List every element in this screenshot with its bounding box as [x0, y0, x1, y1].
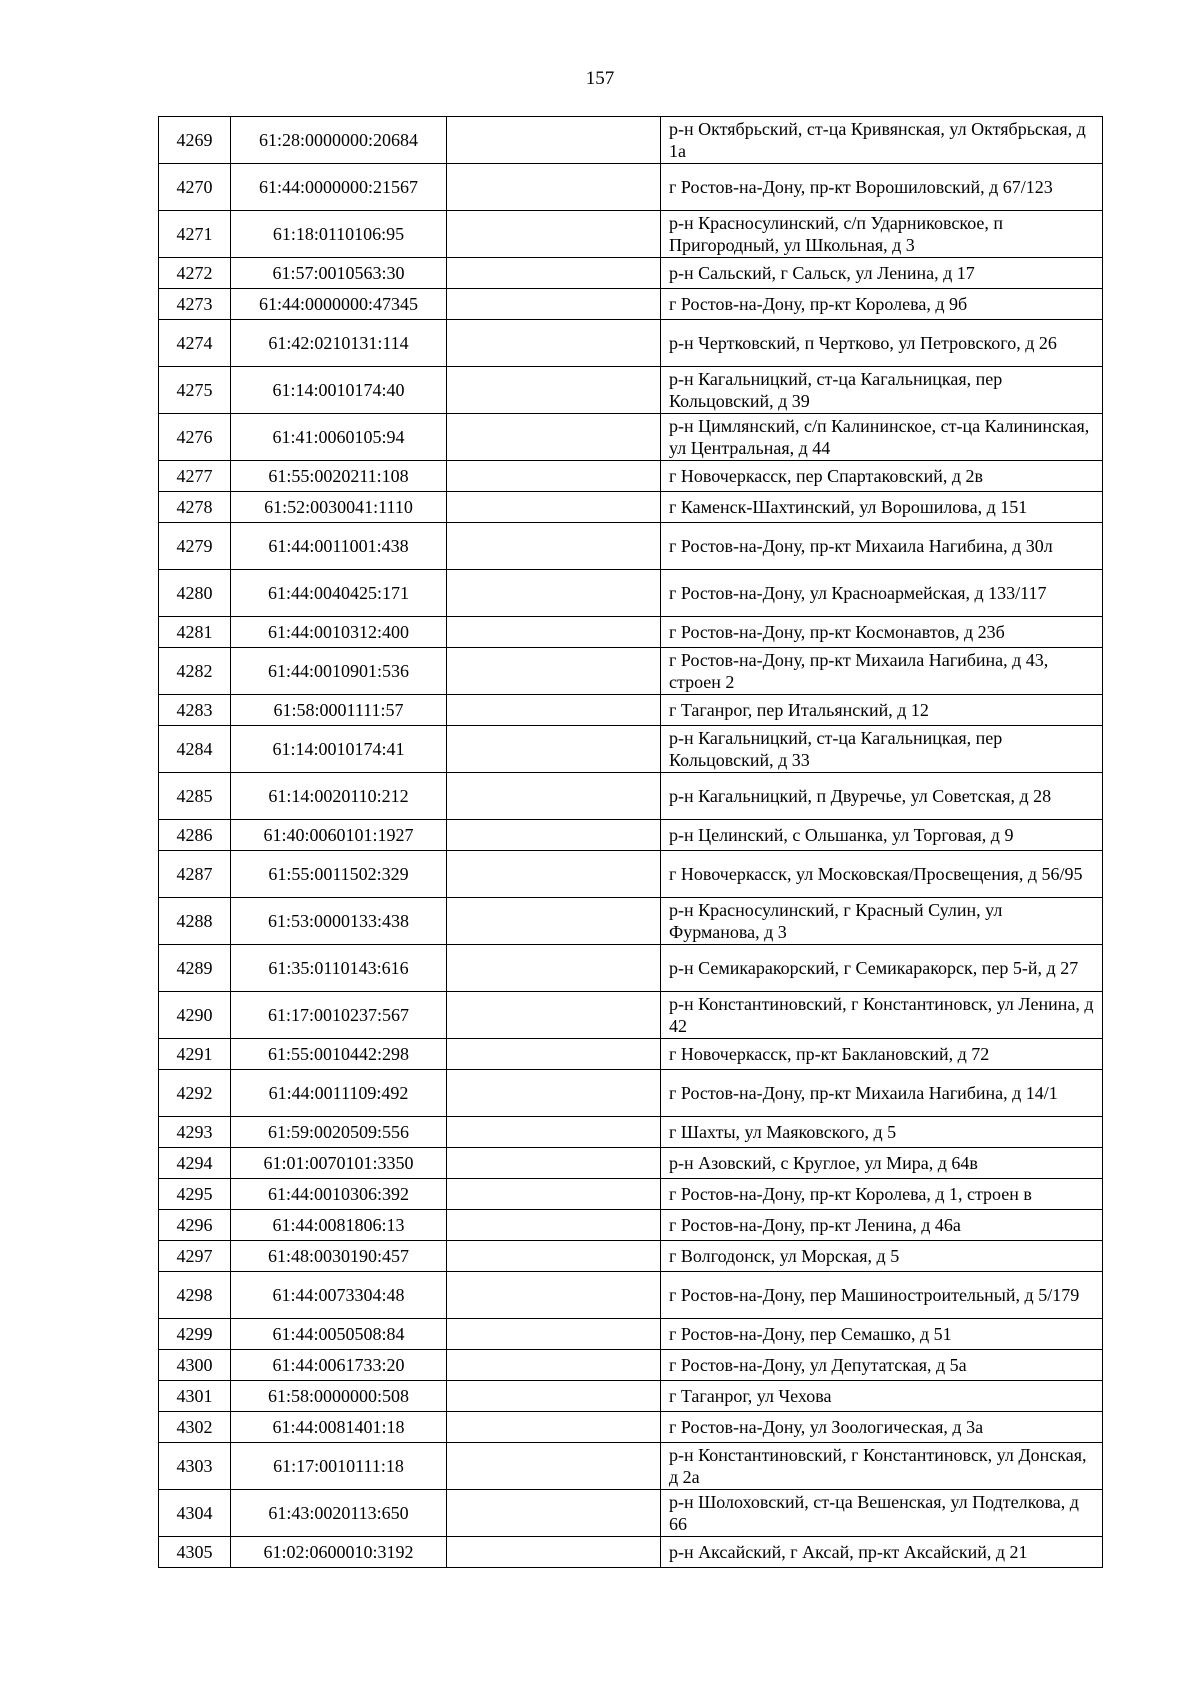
address: р-н Шолоховский, ст-ца Вешенская, ул Подтелкова, д 66 [661, 1490, 1103, 1537]
cadastral-number: 61:14:0010174:40 [231, 367, 447, 414]
cadastral-number: 61:44:0050508:84 [231, 1319, 447, 1350]
table-row [159, 117, 1103, 164]
empty-cell [447, 1537, 661, 1568]
row-number: 4290 [159, 992, 231, 1039]
cadastral-number: 61:52:0030041:1110 [231, 492, 447, 523]
row-number: 4276 [159, 414, 231, 461]
row-number: 4297 [159, 1241, 231, 1272]
address: г Ростов-на-Дону, пр-кт Михаила Нагибина, д 43, строен 2 [661, 648, 1103, 695]
address: р-н Азовский, с Круглое, ул Мира, д 64в [661, 1148, 1103, 1179]
address: г Ростов-на-Дону, пр-кт Королева, д 1, строен в [661, 1179, 1103, 1210]
table-row [159, 461, 1103, 492]
cadastral-number: 61:35:0110143:616 [231, 945, 447, 992]
table-row [159, 773, 1103, 820]
row-number: 4287 [159, 851, 231, 898]
row-number: 4296 [159, 1210, 231, 1241]
table-row [159, 1210, 1103, 1241]
registry-table-body [159, 117, 1103, 1568]
empty-cell [447, 289, 661, 320]
cadastral-number: 61:44:0000000:47345 [231, 289, 447, 320]
address: г Новочеркасск, пер Спартаковский, д 2в [661, 461, 1103, 492]
address: р-н Кагальницкий, п Двуречье, ул Советская, д 28 [661, 773, 1103, 820]
table-row [159, 1039, 1103, 1070]
empty-cell [447, 945, 661, 992]
table-row [159, 1272, 1103, 1319]
address: г Новочеркасск, пр-кт Баклановский, д 72 [661, 1039, 1103, 1070]
table-row [159, 1117, 1103, 1148]
cadastral-number: 61:58:0000000:508 [231, 1381, 447, 1412]
empty-cell [447, 570, 661, 617]
address: г Волгодонск, ул Морская, д 5 [661, 1241, 1103, 1272]
cadastral-number: 61:28:0000000:20684 [231, 117, 447, 164]
cadastral-number: 61:42:0210131:114 [231, 320, 447, 367]
address: р-н Красносулинский, с/п Ударниковское, п Пригородный, ул Школьная, д 3 [661, 211, 1103, 258]
address: р-н Кагальницкий, ст-ца Кагальницкая, пер Кольцовский, д 39 [661, 367, 1103, 414]
row-number: 4293 [159, 1117, 231, 1148]
table-row [159, 1381, 1103, 1412]
row-number: 4272 [159, 258, 231, 289]
empty-cell [447, 1350, 661, 1381]
address: р-н Семикаракорский, г Семикаракорск, пер 5-й, д 27 [661, 945, 1103, 992]
row-number: 4285 [159, 773, 231, 820]
empty-cell [447, 617, 661, 648]
table-row [159, 992, 1103, 1039]
empty-cell [447, 1148, 661, 1179]
address: г Ростов-на-Дону, пр-кт Ленина, д 46а [661, 1210, 1103, 1241]
address: г Ростов-на-Дону, пер Семашко, д 51 [661, 1319, 1103, 1350]
row-number: 4294 [159, 1148, 231, 1179]
empty-cell [447, 320, 661, 367]
address: г Ростов-на-Дону, пр-кт Королева, д 9б [661, 289, 1103, 320]
row-number: 4278 [159, 492, 231, 523]
empty-cell [447, 117, 661, 164]
row-number: 4282 [159, 648, 231, 695]
table-row [159, 898, 1103, 945]
table-row [159, 258, 1103, 289]
address: р-н Аксайский, г Аксай, пр-кт Аксайский, д 21 [661, 1537, 1103, 1568]
address: г Ростов-на-Дону, пр-кт Михаила Нагибина, д 14/1 [661, 1070, 1103, 1117]
cadastral-number: 61:55:0011502:329 [231, 851, 447, 898]
empty-cell [447, 648, 661, 695]
row-number: 4269 [159, 117, 231, 164]
cadastral-number: 61:55:0010442:298 [231, 1039, 447, 1070]
row-number: 4292 [159, 1070, 231, 1117]
address: г Шахты, ул Маяковского, д 5 [661, 1117, 1103, 1148]
empty-cell [447, 1179, 661, 1210]
cadastral-number: 61:44:0010306:392 [231, 1179, 447, 1210]
cadastral-number: 61:43:0020113:650 [231, 1490, 447, 1537]
empty-cell [447, 258, 661, 289]
cadastral-number: 61:01:0070101:3350 [231, 1148, 447, 1179]
empty-cell [447, 1117, 661, 1148]
row-number: 4301 [159, 1381, 231, 1412]
address: р-н Красносулинский, г Красный Сулин, ул Фурманова, д 3 [661, 898, 1103, 945]
empty-cell [447, 492, 661, 523]
row-number: 4274 [159, 320, 231, 367]
cadastral-number: 61:53:0000133:438 [231, 898, 447, 945]
address: р-н Октябрьский, ст-ца Кривянская, ул Октябрьская, д 1а [661, 117, 1103, 164]
row-number: 4279 [159, 523, 231, 570]
cadastral-number: 61:18:0110106:95 [231, 211, 447, 258]
empty-cell [447, 773, 661, 820]
table-row [159, 945, 1103, 992]
table-row [159, 289, 1103, 320]
address: г Таганрог, пер Итальянский, д 12 [661, 695, 1103, 726]
address: г Ростов-на-Дону, ул Депутатская, д 5а [661, 1350, 1103, 1381]
table-row [159, 570, 1103, 617]
cadastral-number: 61:44:0010901:536 [231, 648, 447, 695]
address: г Ростов-на-Дону, пер Машиностроительный, д 5/179 [661, 1272, 1103, 1319]
row-number: 4305 [159, 1537, 231, 1568]
row-number: 4303 [159, 1443, 231, 1490]
row-number: 4289 [159, 945, 231, 992]
empty-cell [447, 695, 661, 726]
cadastral-number: 61:14:0010174:41 [231, 726, 447, 773]
row-number: 4275 [159, 367, 231, 414]
table-row [159, 367, 1103, 414]
cadastral-number: 61:44:0011109:492 [231, 1070, 447, 1117]
cadastral-number: 61:55:0020211:108 [231, 461, 447, 492]
row-number: 4284 [159, 726, 231, 773]
address: г Ростов-на-Дону, пр-кт Михаила Нагибина, д 30л [661, 523, 1103, 570]
row-number: 4283 [159, 695, 231, 726]
address: г Таганрог, ул Чехова [661, 1381, 1103, 1412]
row-number: 4302 [159, 1412, 231, 1443]
address: г Ростов-на-Дону, ул Красноармейская, д 133/117 [661, 570, 1103, 617]
empty-cell [447, 1210, 661, 1241]
empty-cell [447, 851, 661, 898]
row-number: 4270 [159, 164, 231, 211]
empty-cell [447, 211, 661, 258]
row-number: 4298 [159, 1272, 231, 1319]
empty-cell [447, 1490, 661, 1537]
row-number: 4300 [159, 1350, 231, 1381]
table-row [159, 820, 1103, 851]
cadastral-number: 61:44:0081806:13 [231, 1210, 447, 1241]
table-row [159, 617, 1103, 648]
cadastral-number: 61:02:0600010:3192 [231, 1537, 447, 1568]
address: р-н Целинский, с Ольшанка, ул Торговая, д 9 [661, 820, 1103, 851]
address: р-н Чертковский, п Чертково, ул Петровского, д 26 [661, 320, 1103, 367]
table-row [159, 1537, 1103, 1568]
address: р-н Кагальницкий, ст-ца Кагальницкая, пер Кольцовский, д 33 [661, 726, 1103, 773]
row-number: 4280 [159, 570, 231, 617]
cadastral-number: 61:44:0040425:171 [231, 570, 447, 617]
address: р-н Цимлянский, с/п Калининское, ст-ца Калининская, ул Центральная, д 44 [661, 414, 1103, 461]
row-number: 4295 [159, 1179, 231, 1210]
cadastral-number: 61:57:0010563:30 [231, 258, 447, 289]
row-number: 4271 [159, 211, 231, 258]
empty-cell [447, 992, 661, 1039]
table-row [159, 1490, 1103, 1537]
table-row [159, 851, 1103, 898]
address: г Каменск-Шахтинский, ул Ворошилова, д 151 [661, 492, 1103, 523]
table-row [159, 726, 1103, 773]
row-number: 4281 [159, 617, 231, 648]
empty-cell [447, 898, 661, 945]
cadastral-number: 61:41:0060105:94 [231, 414, 447, 461]
empty-cell [447, 1039, 661, 1070]
empty-cell [447, 1319, 661, 1350]
table-row [159, 164, 1103, 211]
address: г Ростов-на-Дону, ул Зоологическая, д 3а [661, 1412, 1103, 1443]
empty-cell [447, 1412, 661, 1443]
empty-cell [447, 461, 661, 492]
table-row [159, 1179, 1103, 1210]
row-number: 4277 [159, 461, 231, 492]
table-row [159, 492, 1103, 523]
table-row [159, 320, 1103, 367]
table-row [159, 695, 1103, 726]
row-number: 4291 [159, 1039, 231, 1070]
address: р-н Константиновский, г Константиновск, ул Ленина, д 42 [661, 992, 1103, 1039]
empty-cell [447, 820, 661, 851]
row-number: 4288 [159, 898, 231, 945]
cadastral-number: 61:44:0073304:48 [231, 1272, 447, 1319]
cadastral-number: 61:44:0010312:400 [231, 617, 447, 648]
table-row [159, 1350, 1103, 1381]
cadastral-number: 61:17:0010237:567 [231, 992, 447, 1039]
table-row [159, 1443, 1103, 1490]
cadastral-number: 61:48:0030190:457 [231, 1241, 447, 1272]
table-row [159, 1241, 1103, 1272]
row-number: 4299 [159, 1319, 231, 1350]
address: р-н Сальский, г Сальск, ул Ленина, д 17 [661, 258, 1103, 289]
row-number: 4273 [159, 289, 231, 320]
cadastral-number: 61:44:0011001:438 [231, 523, 447, 570]
row-number: 4304 [159, 1490, 231, 1537]
cadastral-number: 61:44:0081401:18 [231, 1412, 447, 1443]
address: г Ростов-на-Дону, пр-кт Космонавтов, д 23б [661, 617, 1103, 648]
cadastral-number: 61:14:0020110:212 [231, 773, 447, 820]
empty-cell [447, 1241, 661, 1272]
empty-cell [447, 367, 661, 414]
cadastral-number: 61:58:0001111:57 [231, 695, 447, 726]
empty-cell [447, 1381, 661, 1412]
address: г Новочеркасск, ул Московская/Просвещения, д 56/95 [661, 851, 1103, 898]
cadastral-number: 61:40:0060101:1927 [231, 820, 447, 851]
cadastral-number: 61:44:0000000:21567 [231, 164, 447, 211]
table-row [159, 1148, 1103, 1179]
row-number: 4286 [159, 820, 231, 851]
table-row [159, 648, 1103, 695]
table-row [159, 1319, 1103, 1350]
registry-table [158, 116, 1103, 1568]
table-row [159, 1412, 1103, 1443]
empty-cell [447, 1272, 661, 1319]
cadastral-number: 61:44:0061733:20 [231, 1350, 447, 1381]
address: г Ростов-на-Дону, пр-кт Ворошиловский, д 67/123 [661, 164, 1103, 211]
table-row [159, 211, 1103, 258]
empty-cell [447, 1443, 661, 1490]
table-row [159, 414, 1103, 461]
cadastral-number: 61:17:0010111:18 [231, 1443, 447, 1490]
empty-cell [447, 726, 661, 773]
address: р-н Константиновский, г Константиновск, ул Донская, д 2а [661, 1443, 1103, 1490]
cadastral-number: 61:59:0020509:556 [231, 1117, 447, 1148]
empty-cell [447, 414, 661, 461]
empty-cell [447, 1070, 661, 1117]
table-row [159, 1070, 1103, 1117]
empty-cell [447, 523, 661, 570]
table-row [159, 523, 1103, 570]
empty-cell [447, 164, 661, 211]
page-number: 157 [585, 68, 615, 89]
